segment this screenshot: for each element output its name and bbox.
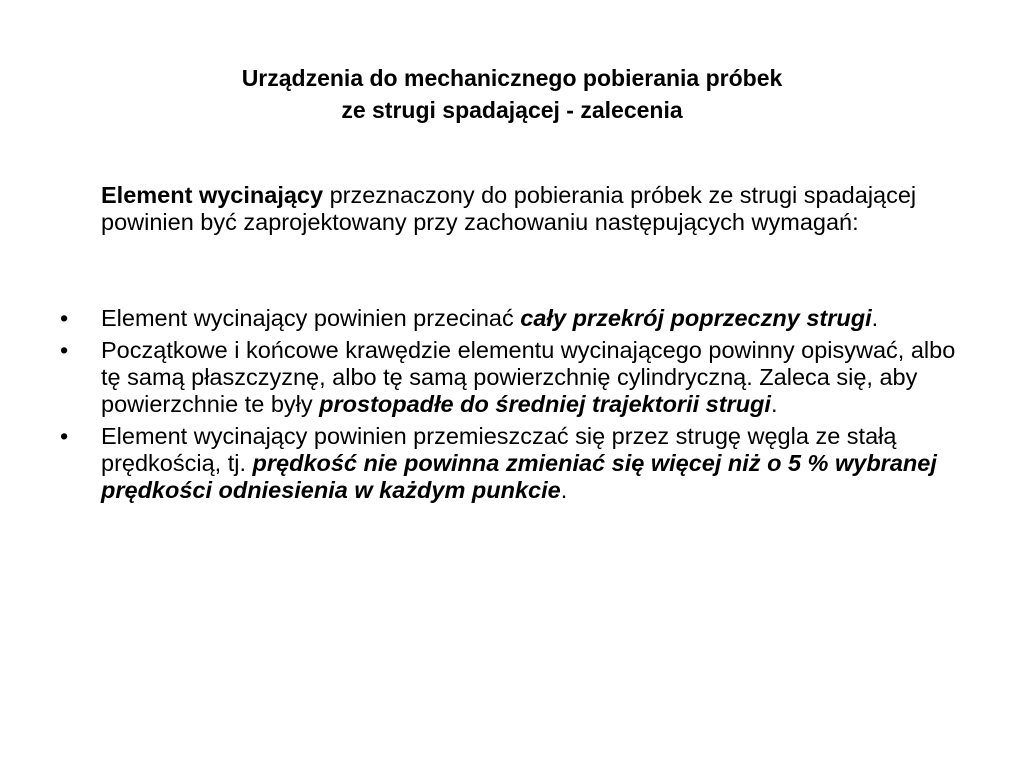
bullet-item-1 bbox=[0, 305, 971, 332]
intro-paragraph bbox=[101, 182, 981, 236]
bullet-text: Element wycinający powinien przecinać bbox=[101, 305, 521, 331]
bullet-item-2 bbox=[0, 337, 971, 418]
slide-title-line-2: ze strugi spadającej - zalecenia bbox=[341, 97, 683, 123]
slide-title-line-1: Urządzenia do mechanicznego pobierania próbek bbox=[241, 65, 783, 91]
bullet-text: Element wycinający powinien przemieszczać się przez strugę węgla ze stałą prędkością, tj. bbox=[101, 423, 897, 476]
intro-text: przeznaczony do pobierania próbek ze strugi spadającej powinien być zaprojektowany przy zachowaniu następujących wymagań: bbox=[101, 182, 917, 235]
bullet-end: . bbox=[871, 305, 879, 331]
slide-title bbox=[100, 62, 924, 126]
bullet-emphasis: prędkość nie powinna zmieniać się więcej niż o 5 % wybranej prędkości odniesienia w każdym punkcie bbox=[101, 450, 937, 503]
bullet-emphasis: cały przekrój poprzeczny strugi bbox=[520, 305, 872, 331]
intro-bold-term: Element wycinający bbox=[101, 182, 324, 208]
bullet-marker: • bbox=[60, 423, 69, 449]
bullet-text: Początkowe i końcowe krawędzie elementu wycinającego powinny opisywać, albo tę samą płaszczyznę, albo tę samą powierzchnię cylindryczną. Zaleca się, aby powierzchnie te były bbox=[101, 337, 956, 417]
bullet-marker: • bbox=[60, 337, 69, 363]
bullet-emphasis: prostopadłe do średniej trajektorii strugi bbox=[319, 391, 771, 417]
bullet-marker: • bbox=[60, 305, 69, 331]
bullet-item-3 bbox=[0, 423, 971, 504]
bullet-end: . bbox=[770, 391, 778, 417]
bullet-list bbox=[0, 305, 1024, 509]
bullet-end: . bbox=[560, 477, 568, 503]
